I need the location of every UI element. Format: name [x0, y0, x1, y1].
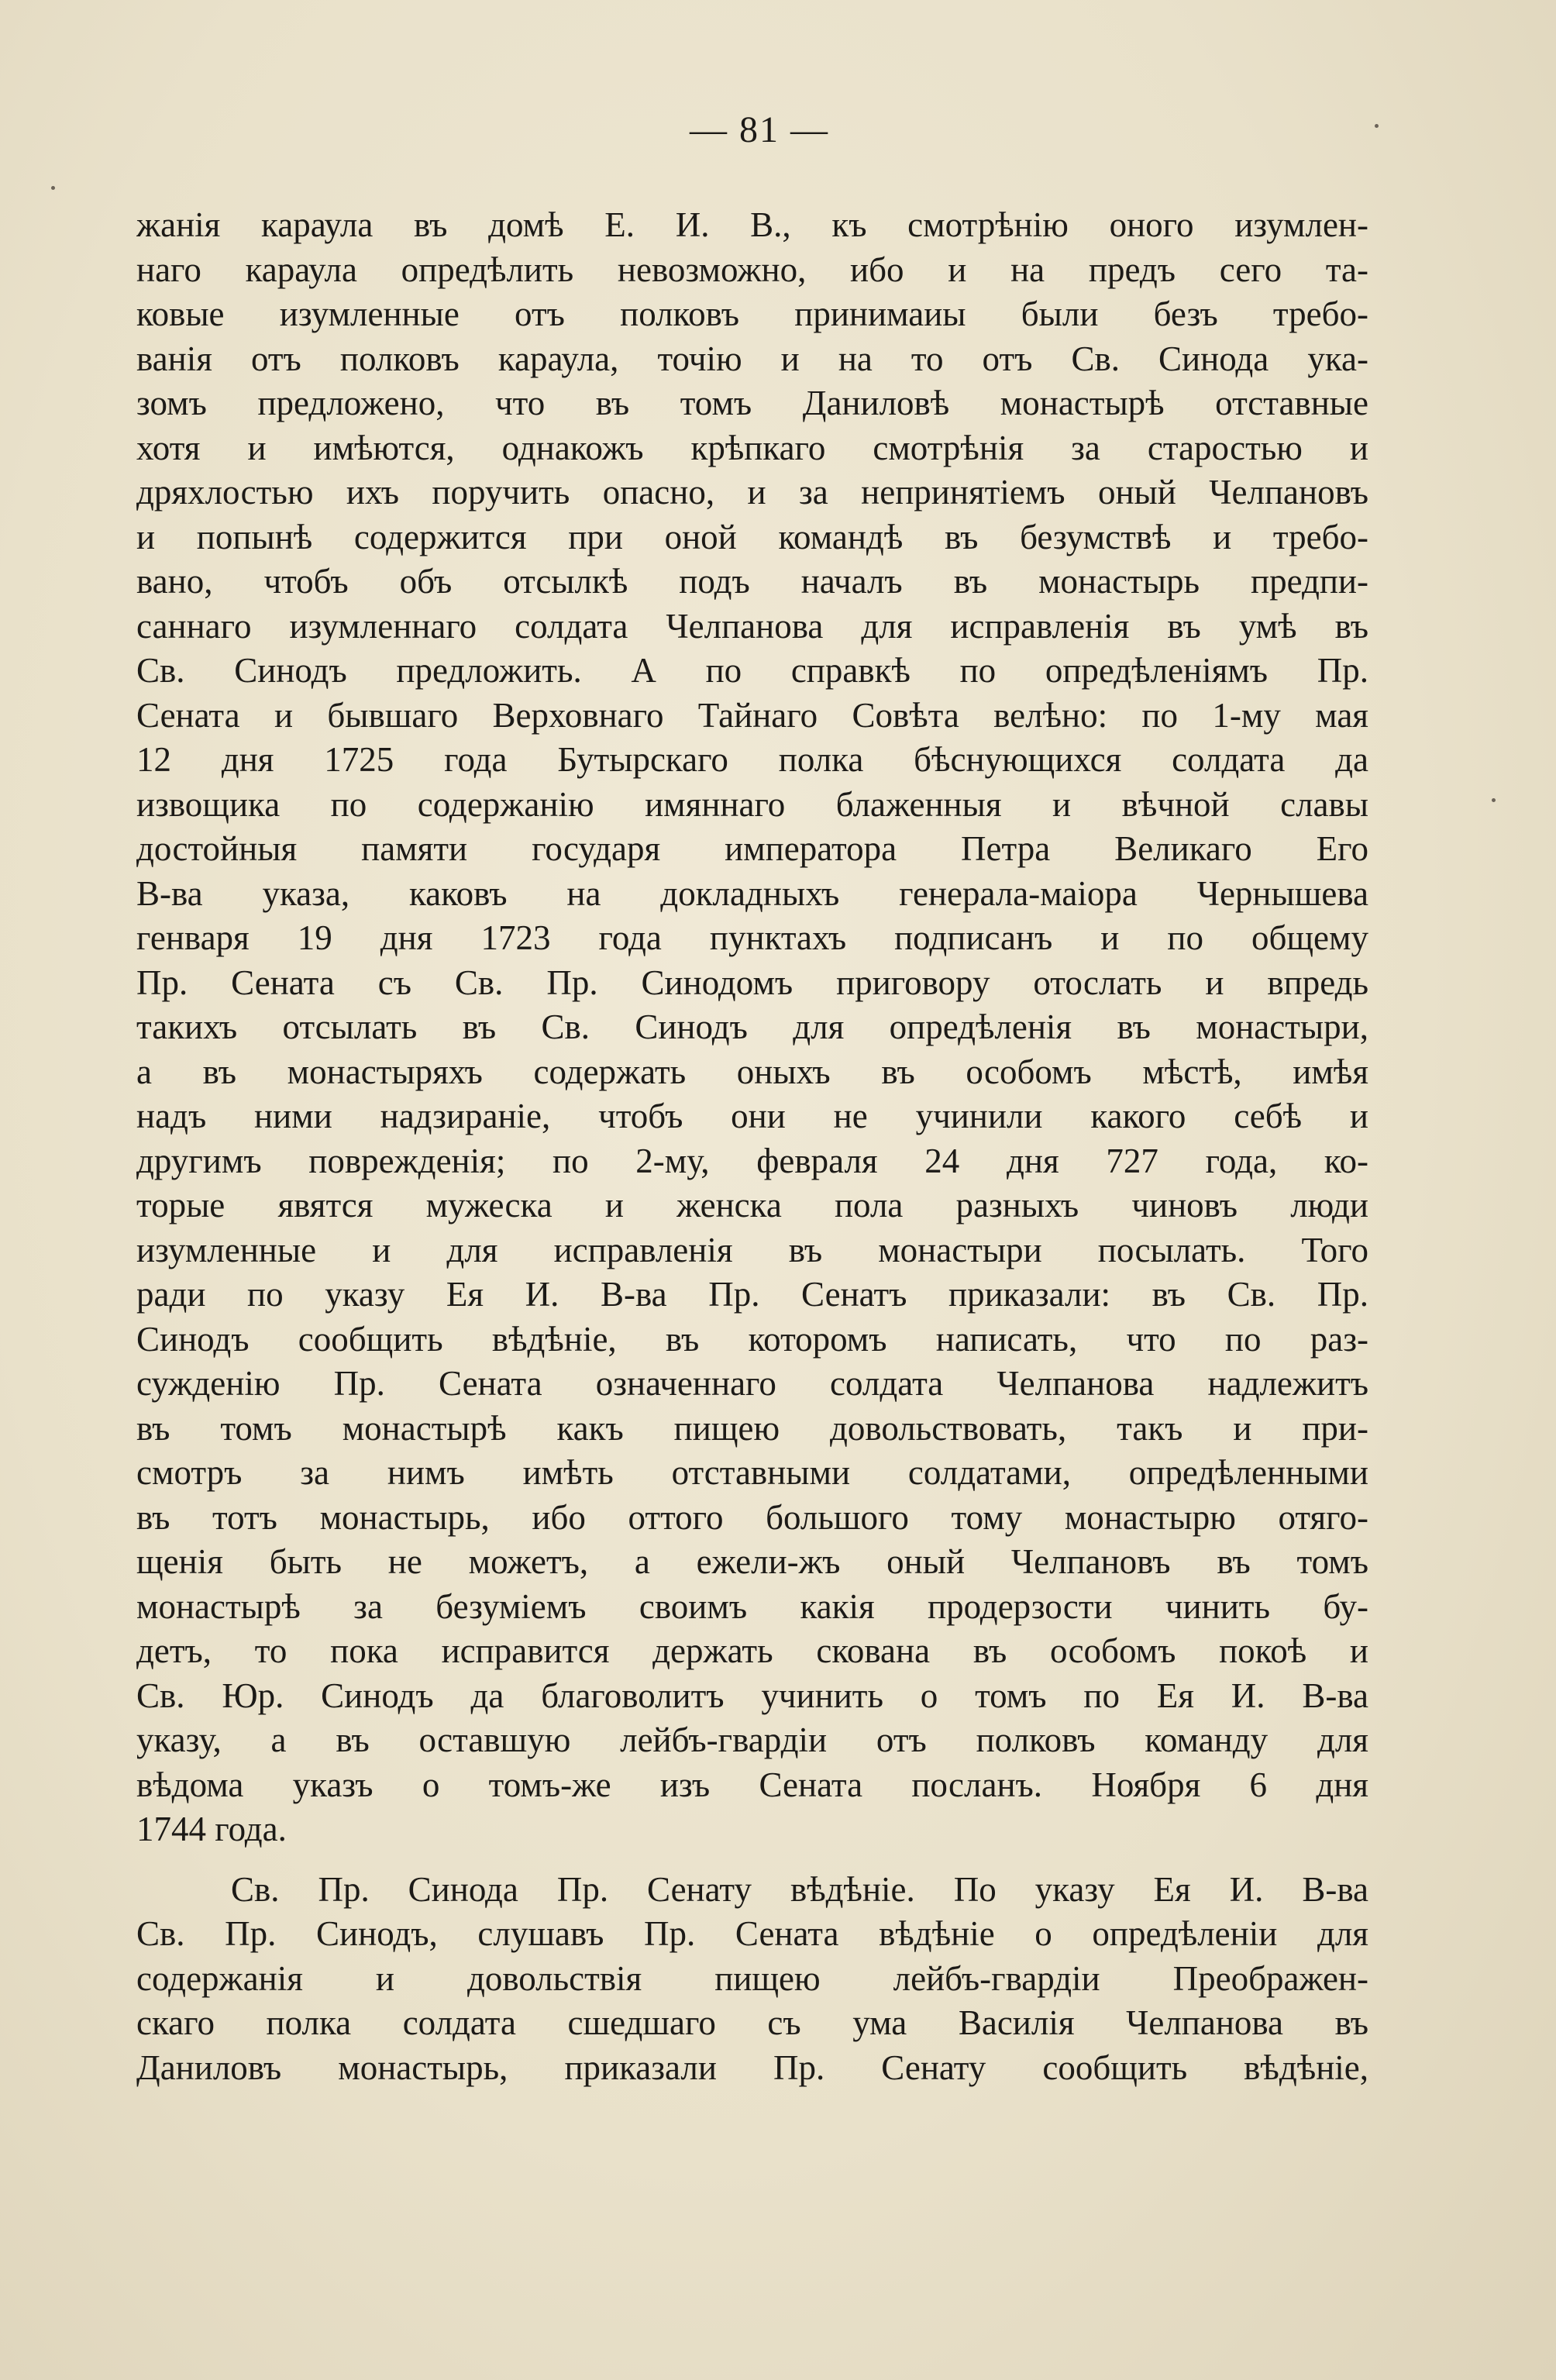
text-line: торые явятся мужеска и женска пола разныхъ чиновъ люди — [136, 1186, 1368, 1224]
text-line: и попынѣ содержится при оной командѣ въ безумствѣ и требо- — [136, 517, 1368, 556]
text-line: содержанія и довольствія пищею лейбъ-гвардіи Преображен- — [136, 1958, 1368, 1998]
text-line: Св. Юр. Синодъ да благоволитъ учинить о томъ по Ея И. В-ва — [136, 1676, 1368, 1715]
text-line: дряхлостью ихъ поручить опасно, и за непринятіемъ оный Челпановъ — [136, 473, 1368, 511]
text-line: детъ, то пока исправится держать скована въ особомъ покоѣ и — [136, 1631, 1368, 1670]
text-line: въ томъ монастырѣ какъ пищею довольствовать, такъ и при- — [136, 1408, 1368, 1448]
text-line: 12 дня 1725 года Бутырскаго полка бѣснующихся солдата да — [136, 740, 1368, 779]
text-line: изумленные и для исправленія въ монастыри посылать. Того — [136, 1230, 1368, 1269]
paper-speck — [1492, 798, 1496, 802]
page-number: — 81 — — [690, 109, 829, 150]
text-line: наго караула опредѣлить невозможно, ибо и на предъ сего та- — [136, 250, 1368, 289]
text-line: вано, чтобъ объ отсылкѣ подъ началъ въ монастырь предпи- — [136, 562, 1368, 601]
text-line: сужденію Пр. Сената означеннаго солдата Челпанова надлежитъ — [136, 1364, 1368, 1403]
text-line: ради по указу Ея И. В-ва Пр. Сенатъ приказали: въ Св. Пр. — [136, 1275, 1368, 1314]
text-line: ковые изумленные отъ полковъ принимаиы были безъ требо- — [136, 294, 1368, 333]
text-line: вѣдома указъ о томъ-же изъ Сената посланъ. Ноября 6 дня — [136, 1765, 1368, 1804]
text-line: въ тотъ монастырь, ибо оттого большого тому монастырю отяго- — [136, 1497, 1368, 1537]
text-line: ванія отъ полковъ караула, точію и на то отъ Св. Синода ука- — [136, 339, 1368, 378]
text-line: В-ва указа, каковъ на докладныхъ генерала-маіора Чернышева — [136, 873, 1368, 913]
text-line: 1744 года. — [136, 1810, 287, 1848]
text-line: Пр. Сената съ Св. Пр. Синодомъ приговору отослать и впредь — [136, 963, 1368, 1002]
paper-speck — [51, 186, 55, 190]
text-line: зомъ предложено, что въ томъ Даниловѣ монастырѣ отставные — [136, 384, 1368, 422]
text-line: Св. Пр. Синода Пр. Сенату вѣдѣніе. По указу Ея И. В-ва — [231, 1869, 1368, 1909]
paper-speck — [1375, 124, 1379, 128]
text-line: саннаго изумленнаго солдата Челпанова для исправленія въ умѣ въ — [136, 606, 1368, 646]
text-line: надъ ними надзираніе, чтобъ они не учинили какого себѣ и — [136, 1097, 1368, 1135]
text-line: Св. Пр. Синодъ, слушавъ Пр. Сената вѣдѣніе о опредѣленіи для — [136, 1914, 1368, 1953]
body-text — [136, 203, 1368, 2090]
text-line: другимъ поврежденія; по 2-му, февраля 24 дня 727 года, ко- — [136, 1141, 1368, 1180]
paragraph — [136, 1868, 1368, 2091]
text-line: монастырѣ за безуміемъ своимъ какія продерзости чинить бу- — [136, 1586, 1368, 1626]
text-line: указу, а въ оставшую лейбъ-гвардіи отъ полковъ команду для — [136, 1720, 1368, 1759]
text-line: извощика по содержанію имяннаго блаженныя и вѣчной славы — [136, 784, 1368, 824]
text-line: Синодъ сообщить вѣдѣніе, въ которомъ написать, что по раз- — [136, 1319, 1368, 1359]
text-line: Св. Синодъ предложить. А по справкѣ по опредѣленіямъ Пр. — [136, 651, 1368, 690]
text-line: генваря 19 дня 1723 года пунктахъ подписанъ и по общему — [136, 918, 1368, 957]
text-line: а въ монастыряхъ содержать оныхъ въ особомъ мѣстѣ, имѣя — [136, 1052, 1368, 1091]
text-line: Даниловъ монастырь, приказали Пр. Сенату сообщить вѣдѣніе, — [136, 2048, 1368, 2087]
text-line: скаго полка солдата сшедшаго съ ума Василія Челпанова въ — [136, 2003, 1368, 2042]
text-line: жанія караула въ домѣ Е. И. В., къ смотрѣнію оного изумлен- — [136, 205, 1368, 244]
text-line: достойныя памяти государя императора Петра Великаго Его — [136, 829, 1368, 868]
text-line: Сената и бывшаго Верховнаго Тайнаго Совѣта велѣно: по 1-му мая — [136, 695, 1368, 735]
text-line: смотръ за нимъ имѣть отставными солдатами, опредѣленными — [136, 1453, 1368, 1492]
text-line: щенія быть не можетъ, а ежели-жъ оный Челпановъ въ томъ — [136, 1542, 1368, 1581]
text-line: такихъ отсылать въ Св. Синодъ для опредѣленія въ монастыри, — [136, 1007, 1368, 1046]
text-line: хотя и имѣются, однакожъ крѣпкаго смотрѣнія за старостью и — [136, 428, 1368, 467]
paragraph — [136, 203, 1368, 1852]
